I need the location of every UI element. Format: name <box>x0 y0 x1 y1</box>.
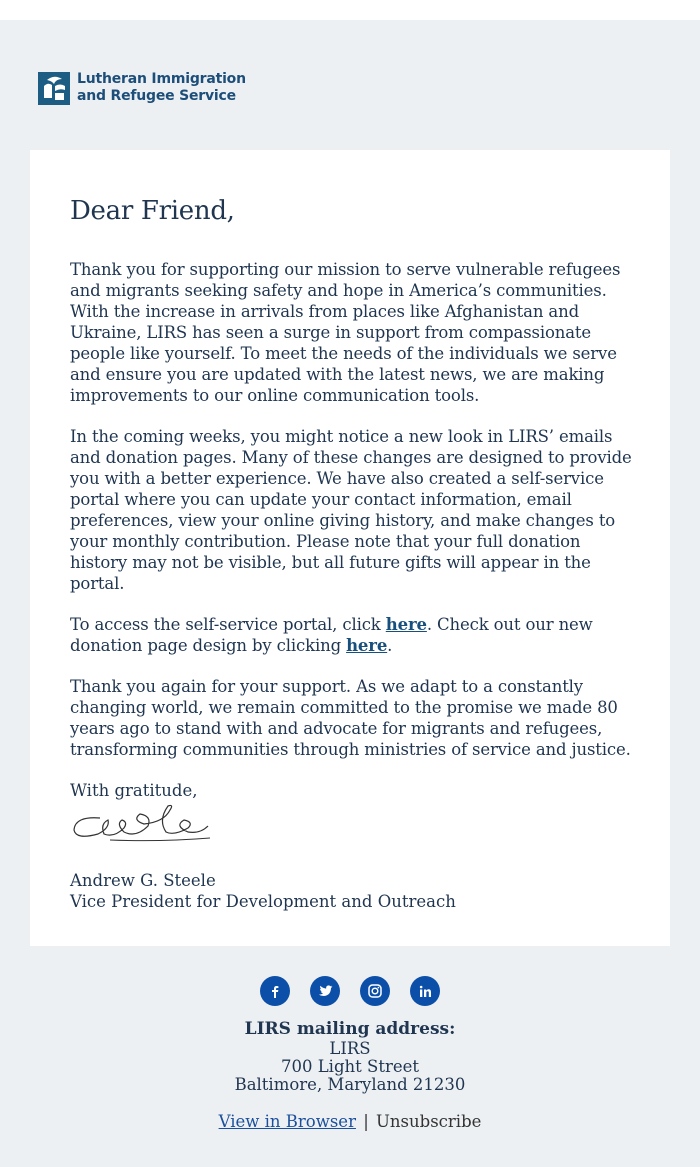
lirs-logo-icon <box>38 72 70 105</box>
paragraph-portal <box>70 614 640 656</box>
portal-text-1: To access the self-service portal, click <box>70 615 386 634</box>
paragraph-1: Thank you for supporting our mission to serve vulnerable refugees and migrants seeking safety and hope in America’s communities. With the increase in arrivals from places like Afghanistan and Ukraine, LIRS has seen a surge in support from compassionate people like yourself. To meet the needs of the individuals we serve and ensure you are updated with the latest news, we are making improvements to our online communication tools. <box>70 260 621 405</box>
twitter-icon[interactable] <box>310 976 340 1006</box>
view-in-browser-link[interactable]: View in Browser <box>218 1112 356 1131</box>
footer-address <box>0 1019 700 1094</box>
signer-name: Andrew G. Steele <box>70 871 216 890</box>
greeting: Dear Friend, <box>70 196 235 226</box>
donation-page-link[interactable]: here <box>346 636 388 655</box>
paragraph-3: Thank you again for your support. As we adapt to a constantly changing world, we remain committed to the promise we made 80 years ago to stand with and advocate for migrants and refugees, transforming communities through ministries of service and justice. <box>70 677 631 759</box>
logo-text <box>77 71 246 105</box>
letter-body <box>70 259 640 801</box>
closing: With gratitude, <box>70 781 198 800</box>
signer-block <box>70 870 456 912</box>
address-line-2: 700 Light Street <box>280 1057 420 1076</box>
mailing-address-title: LIRS mailing address: <box>244 1019 456 1039</box>
portal-text-2: . Check out our new donation page design by clicking <box>70 615 593 655</box>
paragraph-2: In the coming weeks, you might notice a new look in LIRS’ emails and donation pages. Many of these changes are designed to provide you with a better experience. We have also created a self-service portal where you can update your contact information, email preferences, view your online giving history, and make changes to your monthly contribution. Please note that your full donation history may not be visible, but all future gifts will appear in the portal. <box>70 427 632 593</box>
signature-image <box>70 798 215 848</box>
top-strip <box>0 0 700 20</box>
logo-line-1: Lutheran Immigration <box>77 71 246 87</box>
facebook-icon[interactable] <box>260 976 290 1006</box>
address-line-3: Baltimore, Maryland 21230 <box>234 1075 466 1094</box>
linkedin-icon[interactable] <box>410 976 440 1006</box>
letter-card <box>30 150 670 946</box>
lirs-logo[interactable] <box>38 71 246 105</box>
footer-separator: | <box>363 1112 369 1131</box>
self-service-portal-link[interactable]: here <box>385 615 427 634</box>
social-links <box>0 976 700 1006</box>
address-line-1: LIRS <box>329 1039 371 1058</box>
portal-text-3: . <box>387 636 393 655</box>
signer-title: Vice President for Development and Outreach <box>70 892 456 911</box>
unsubscribe-link[interactable]: Unsubscribe <box>376 1112 482 1131</box>
footer-links <box>0 1112 700 1131</box>
instagram-icon[interactable] <box>360 976 390 1006</box>
logo-line-2: and Refugee Service <box>77 88 236 104</box>
